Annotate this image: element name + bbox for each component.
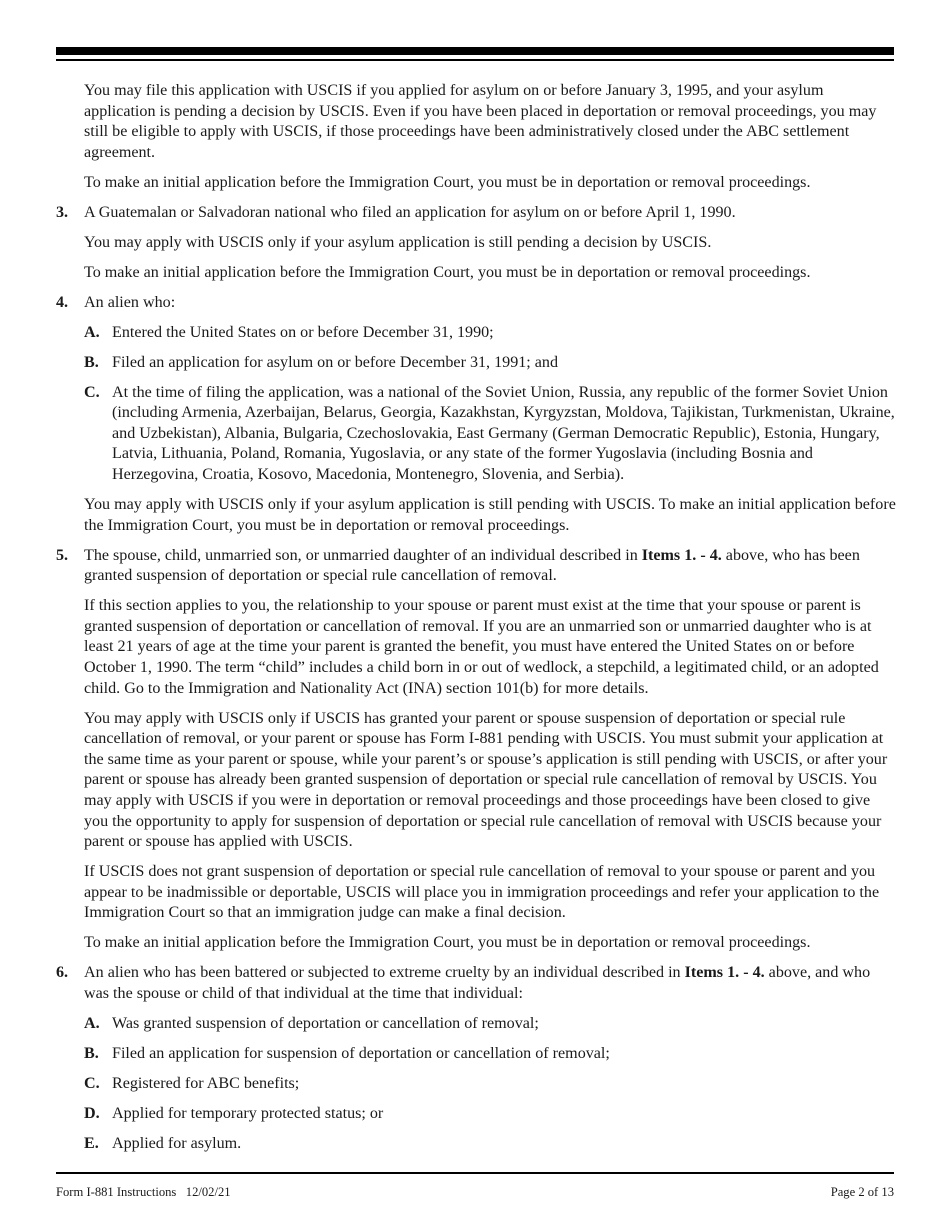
sub-text: Applied for temporary protected status; or <box>112 1104 384 1122</box>
sub-letter: B. <box>84 1044 99 1062</box>
item-4-sub-a <box>56 323 896 344</box>
item-6-sub-a <box>56 1014 896 1035</box>
footer-form-id: Form I-881 Instructions 12/02/21 <box>56 1185 231 1199</box>
item-6 <box>56 963 896 1004</box>
item-6-text <box>84 963 896 1004</box>
sub-text: Entered the United States on or before December 31, 1990; <box>112 323 494 341</box>
item-5 <box>56 546 896 587</box>
header-rule-thick <box>56 47 894 55</box>
item2-paragraph-2: To make an initial application before the Immigration Court, you must be in deportation or removal proceedings. <box>84 173 811 191</box>
sub-letter: E. <box>84 1134 99 1152</box>
item-6-text-post: above, and who was the spouse or child of that individual at the time that individual: <box>84 964 871 1002</box>
item5-paragraph-3: If USCIS does not grant suspension of deportation or special rule cancellation of removal to your spouse or parent and you appear to be inadmissible or deportable, USCIS will place you in immigration proceedings and refer your application to the Immigration Court so that an immigration judge can make a final decision. <box>84 863 880 922</box>
item-6-sub-c <box>56 1074 896 1095</box>
sub-letter: C. <box>84 383 100 401</box>
item-6-sub-b <box>56 1044 896 1065</box>
item-5-text-post: above, who has been granted suspension of deportation or special rule cancellation of removal. <box>84 546 860 585</box>
item-5-text <box>84 546 896 587</box>
sub-text: Registered for ABC benefits; <box>112 1074 300 1092</box>
sub-text: Was granted suspension of deportation or cancellation of removal; <box>112 1014 539 1032</box>
item-3-number: 3. <box>56 203 69 221</box>
item-5-number: 5. <box>56 546 69 564</box>
item2-paragraph-1: You may file this application with USCIS if you applied for asylum on or before January 3, 1995, and your asylum application is pending a decision by USCIS. Even if you have been placed in deportation or removal proceedings, you may still be eligible to apply with USCIS, if those proceedings have been administratively closed under the ABC settlement agreement. <box>84 82 877 161</box>
item-3-text: A Guatemalan or Salvadoran national who filed an application for asylum on or before April 1, 1990. <box>84 203 736 221</box>
item-4-text: An alien who: <box>84 293 176 311</box>
item-4-sub-b <box>56 353 896 374</box>
footer-rule <box>56 1172 894 1174</box>
item-5-text-bold: Items 1. - 4. <box>641 546 722 564</box>
footer-page-number: Page 2 of 13 <box>830 1185 894 1199</box>
header-rule-thin <box>56 59 894 61</box>
item5-paragraph-2: You may apply with USCIS only if USCIS has granted your parent or spouse suspension of deportation or special rule cancellation of removal, or your parent or spouse has Form I-881 pending with USCIS. You must submit your application at the same time as your parent or spouse, while your parent’s or spouse’s application is still pending with USCIS, or after your parent or spouse has already been granted suspension of deportation or special rule cancellation of removal by USCIS. You may apply with USCIS if you were in deportation or removal proceedings and those proceedings have been closed to give you the opportunity to apply for suspension of deportation or special rule cancellation of removal with USCIS because your parent or spouse has applied with USCIS. <box>84 709 888 851</box>
item5-paragraph-1: If this section applies to you, the relationship to your spouse or parent must exist at the time that your spouse or parent is granted suspension of deportation or cancellation of removal. If you are an unmarried son or unmarried daughter who is at least 21 years of age at the time your parent is granted the benefit, you must have entered the United States on or before October 1, 1990. The term “child” includes a child born in or out of wedlock, a stepchild, a legitimated child, or an adopted child. Go to the Immigration and Nationality Act (INA) section 101(b) for more details. <box>84 597 879 697</box>
item4-paragraph-1: You may apply with USCIS only if your asylum application is still pending with USCIS. To make an initial application before the Immigration Court, you must be in deportation or removal proceedings. <box>84 496 896 534</box>
sub-letter: A. <box>84 323 100 341</box>
item3-paragraph-1: You may apply with USCIS only if your asylum application is still pending a decision by USCIS. <box>84 233 712 251</box>
sub-letter: B. <box>84 353 99 371</box>
item-4-number: 4. <box>56 293 69 311</box>
sub-text: Applied for asylum. <box>112 1134 242 1152</box>
item-6-sub-e <box>56 1134 896 1155</box>
item-6-text-pre: An alien who has been battered or subjected to extreme cruelty by an individual described in <box>84 964 685 982</box>
sub-text: At the time of filing the application, was a national of the Soviet Union, Russia, any republic of the former Soviet Union (including Armenia, Azerbaijan, Belarus, Georgia, Kazakhstan, Kyrgyzstan, Moldova, Tajikistan, Turkmenistan, Ukraine, and Uzbekistan), Albania, Bulgaria, Czechoslovakia, East Germany (German Democratic Republic), Estonia, Hungary, Latvia, Lithuania, Poland, Romania, Yugoslavia, or any state of the former Yugoslavia (including Bosnia and Herzegovina, Croatia, Kosovo, Macedonia, Montenegro, Slovenia, and Serbia). <box>112 383 895 484</box>
page-content <box>56 81 896 1164</box>
sub-letter: D. <box>84 1104 100 1122</box>
page-footer <box>56 1184 894 1200</box>
item-5-text-pre: The spouse, child, unmarried son, or unmarried daughter of an individual described in <box>84 546 642 564</box>
sub-letter: A. <box>84 1014 100 1032</box>
sub-letter: C. <box>84 1074 100 1092</box>
item-6-text-bold: Items 1. - 4. <box>684 964 765 982</box>
sub-text: Filed an application for suspension of deportation or cancellation of removal; <box>112 1044 610 1062</box>
item-6-sub-d <box>56 1104 896 1125</box>
item-3 <box>56 203 896 224</box>
item-4-sub-c <box>56 383 896 486</box>
item-4 <box>56 293 896 314</box>
item-6-number: 6. <box>56 964 69 982</box>
sub-text: Filed an application for asylum on or before December 31, 1991; and <box>112 353 559 371</box>
item5-paragraph-4: To make an initial application before the Immigration Court, you must be in deportation or removal proceedings. <box>84 934 811 952</box>
item3-paragraph-2: To make an initial application before the Immigration Court, you must be in deportation or removal proceedings. <box>84 263 811 281</box>
